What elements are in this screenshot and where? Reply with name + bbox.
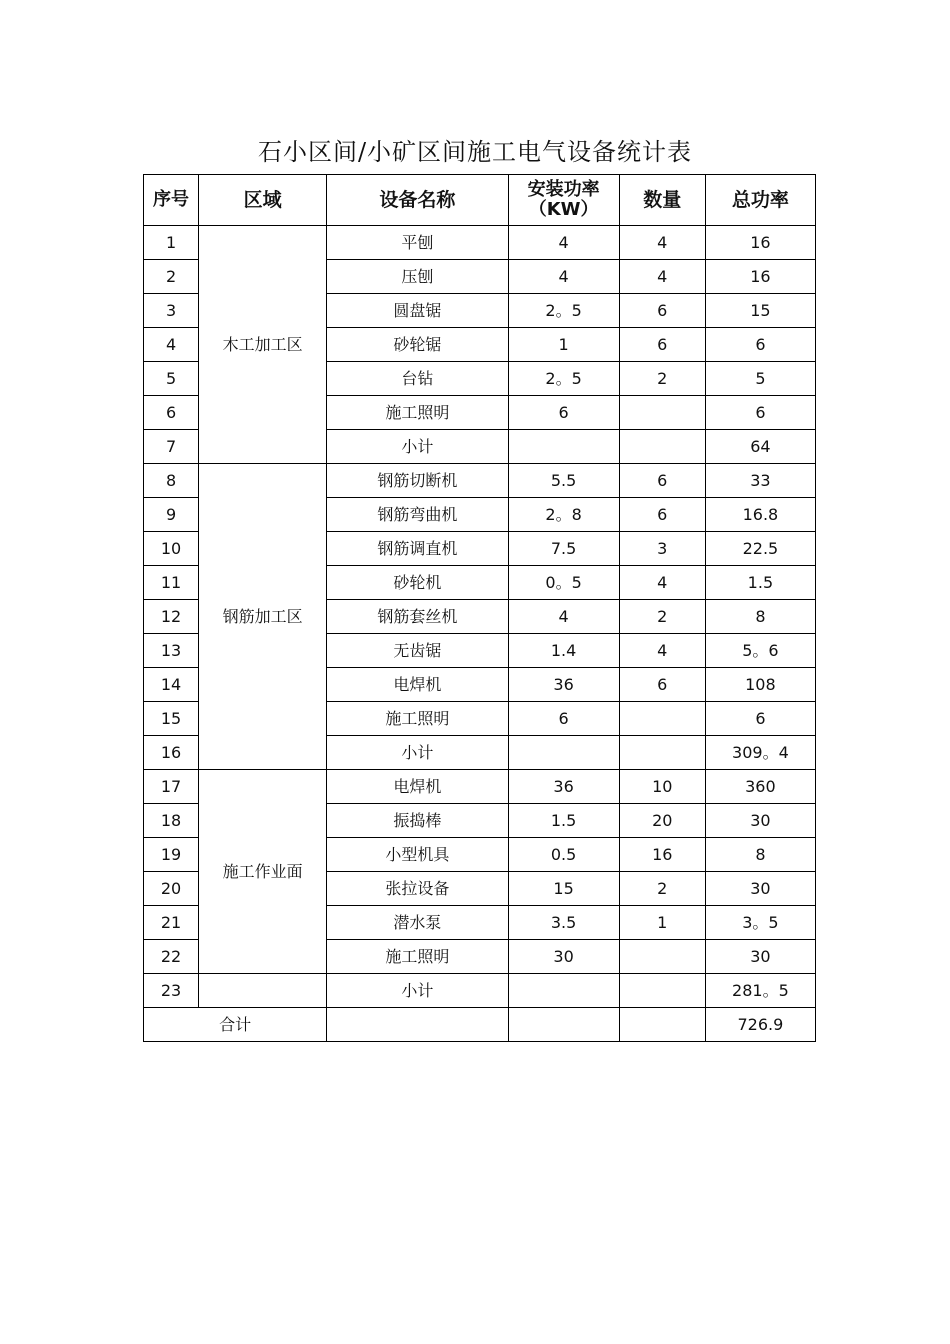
table-row	[144, 974, 816, 1008]
grand-total-empty-qty	[619, 1008, 705, 1042]
row-no: 20	[144, 872, 199, 906]
row-total-power: 64	[705, 430, 815, 464]
row-equipment-name: 圆盘锯	[327, 294, 508, 328]
row-quantity: 4	[619, 634, 705, 668]
row-quantity: 2	[619, 362, 705, 396]
row-no: 3	[144, 294, 199, 328]
header-power-line2: （KW）	[528, 199, 599, 220]
row-total-power: 16	[705, 260, 815, 294]
row-quantity: 6	[619, 294, 705, 328]
row-total-power: 360	[705, 770, 815, 804]
row-equipment-name: 施工照明	[327, 702, 508, 736]
row-equipment-name: 小计	[327, 736, 508, 770]
row-total-power: 22.5	[705, 532, 815, 566]
row-power: 2。8	[508, 498, 619, 532]
row-total-power: 309。4	[705, 736, 815, 770]
row-total-power: 3。5	[705, 906, 815, 940]
row-no: 17	[144, 770, 199, 804]
row-total-power: 15	[705, 294, 815, 328]
table-row	[144, 770, 816, 804]
header-power	[508, 175, 619, 226]
grand-total-label: 合计	[144, 1008, 327, 1042]
row-total-power: 6	[705, 396, 815, 430]
row-no: 23	[144, 974, 199, 1008]
row-total-power: 6	[705, 702, 815, 736]
row-quantity	[619, 940, 705, 974]
row-quantity: 16	[619, 838, 705, 872]
row-quantity	[619, 702, 705, 736]
row-equipment-name: 小计	[327, 974, 508, 1008]
row-total-power: 16.8	[705, 498, 815, 532]
row-power: 1	[508, 328, 619, 362]
row-no: 6	[144, 396, 199, 430]
row-equipment-name: 压刨	[327, 260, 508, 294]
header-power-line1: 安装功率	[527, 179, 600, 200]
row-power: 4	[508, 260, 619, 294]
row-equipment-name: 无齿锯	[327, 634, 508, 668]
row-quantity: 4	[619, 566, 705, 600]
row-no: 1	[144, 226, 199, 260]
row-area: 施工作业面	[199, 770, 327, 974]
row-no: 18	[144, 804, 199, 838]
row-equipment-name: 钢筋弯曲机	[327, 498, 508, 532]
row-quantity: 6	[619, 668, 705, 702]
row-equipment-name: 台钻	[327, 362, 508, 396]
table-row	[144, 464, 816, 498]
header-no: 序号	[144, 175, 199, 226]
row-total-power: 8	[705, 600, 815, 634]
row-total-power: 6	[705, 328, 815, 362]
row-quantity: 4	[619, 226, 705, 260]
row-power: 4	[508, 600, 619, 634]
row-power: 4	[508, 226, 619, 260]
row-equipment-name: 钢筋套丝机	[327, 600, 508, 634]
row-power: 0。5	[508, 566, 619, 600]
row-power: 7.5	[508, 532, 619, 566]
row-power: 2。5	[508, 294, 619, 328]
row-no: 11	[144, 566, 199, 600]
row-equipment-name: 小型机具	[327, 838, 508, 872]
row-equipment-name: 平刨	[327, 226, 508, 260]
table-title: 石小区间/小矿区间施工电气设备统计表	[257, 138, 693, 166]
row-power: 2。5	[508, 362, 619, 396]
row-quantity: 6	[619, 328, 705, 362]
row-total-power: 33	[705, 464, 815, 498]
row-quantity: 1	[619, 906, 705, 940]
row-no: 12	[144, 600, 199, 634]
row-no: 5	[144, 362, 199, 396]
row-total-power: 1.5	[705, 566, 815, 600]
row-no: 13	[144, 634, 199, 668]
row-area: 木工加工区	[199, 226, 327, 464]
row-no: 21	[144, 906, 199, 940]
row-total-power: 108	[705, 668, 815, 702]
row-power: 30	[508, 940, 619, 974]
row-no: 15	[144, 702, 199, 736]
row-power: 6	[508, 396, 619, 430]
row-quantity	[619, 974, 705, 1008]
row-area: 钢筋加工区	[199, 464, 327, 770]
row-no: 14	[144, 668, 199, 702]
row-total-power: 281。5	[705, 974, 815, 1008]
row-no: 19	[144, 838, 199, 872]
header-total: 总功率	[705, 175, 815, 226]
row-quantity: 2	[619, 600, 705, 634]
row-equipment-name: 钢筋调直机	[327, 532, 508, 566]
row-quantity: 4	[619, 260, 705, 294]
header-qty: 数量	[619, 175, 705, 226]
row-quantity: 2	[619, 872, 705, 906]
row-no: 4	[144, 328, 199, 362]
row-no: 8	[144, 464, 199, 498]
row-power	[508, 736, 619, 770]
row-total-power: 30	[705, 940, 815, 974]
row-quantity: 3	[619, 532, 705, 566]
row-power: 6	[508, 702, 619, 736]
row-total-power: 16	[705, 226, 815, 260]
row-quantity: 6	[619, 498, 705, 532]
row-no: 9	[144, 498, 199, 532]
row-power: 3.5	[508, 906, 619, 940]
row-equipment-name: 潜水泵	[327, 906, 508, 940]
row-power: 1.5	[508, 804, 619, 838]
row-power: 36	[508, 770, 619, 804]
row-quantity	[619, 396, 705, 430]
row-quantity	[619, 736, 705, 770]
row-equipment-name: 钢筋切断机	[327, 464, 508, 498]
row-power: 5.5	[508, 464, 619, 498]
row-equipment-name: 施工照明	[327, 940, 508, 974]
row-equipment-name: 电焊机	[327, 770, 508, 804]
row-quantity: 10	[619, 770, 705, 804]
grand-total-empty-power	[508, 1008, 619, 1042]
grand-total-row	[144, 1008, 816, 1042]
row-power: 15	[508, 872, 619, 906]
row-no: 10	[144, 532, 199, 566]
row-no: 7	[144, 430, 199, 464]
row-total-power: 5	[705, 362, 815, 396]
row-equipment-name: 施工照明	[327, 396, 508, 430]
row-total-power: 5。6	[705, 634, 815, 668]
table-body	[144, 226, 816, 1008]
row-equipment-name: 小计	[327, 430, 508, 464]
row-equipment-name: 张拉设备	[327, 872, 508, 906]
row-no: 2	[144, 260, 199, 294]
header-name: 设备名称	[327, 175, 508, 226]
row-equipment-name: 砂轮锯	[327, 328, 508, 362]
row-power: 0.5	[508, 838, 619, 872]
row-quantity: 6	[619, 464, 705, 498]
row-area	[199, 974, 327, 1008]
row-quantity	[619, 430, 705, 464]
row-power: 1.4	[508, 634, 619, 668]
row-quantity: 20	[619, 804, 705, 838]
row-total-power: 30	[705, 872, 815, 906]
row-no: 22	[144, 940, 199, 974]
row-power	[508, 430, 619, 464]
row-total-power: 30	[705, 804, 815, 838]
row-equipment-name: 振捣棒	[327, 804, 508, 838]
row-equipment-name: 电焊机	[327, 668, 508, 702]
header-area: 区域	[199, 175, 327, 226]
row-power: 36	[508, 668, 619, 702]
row-total-power: 8	[705, 838, 815, 872]
row-equipment-name: 砂轮机	[327, 566, 508, 600]
grand-total-value: 726.9	[705, 1008, 815, 1042]
row-power	[508, 974, 619, 1008]
row-no: 16	[144, 736, 199, 770]
grand-total-empty-name	[327, 1008, 508, 1042]
table-header-row	[144, 175, 816, 226]
table-row	[144, 226, 816, 260]
equipment-table	[143, 174, 816, 1042]
